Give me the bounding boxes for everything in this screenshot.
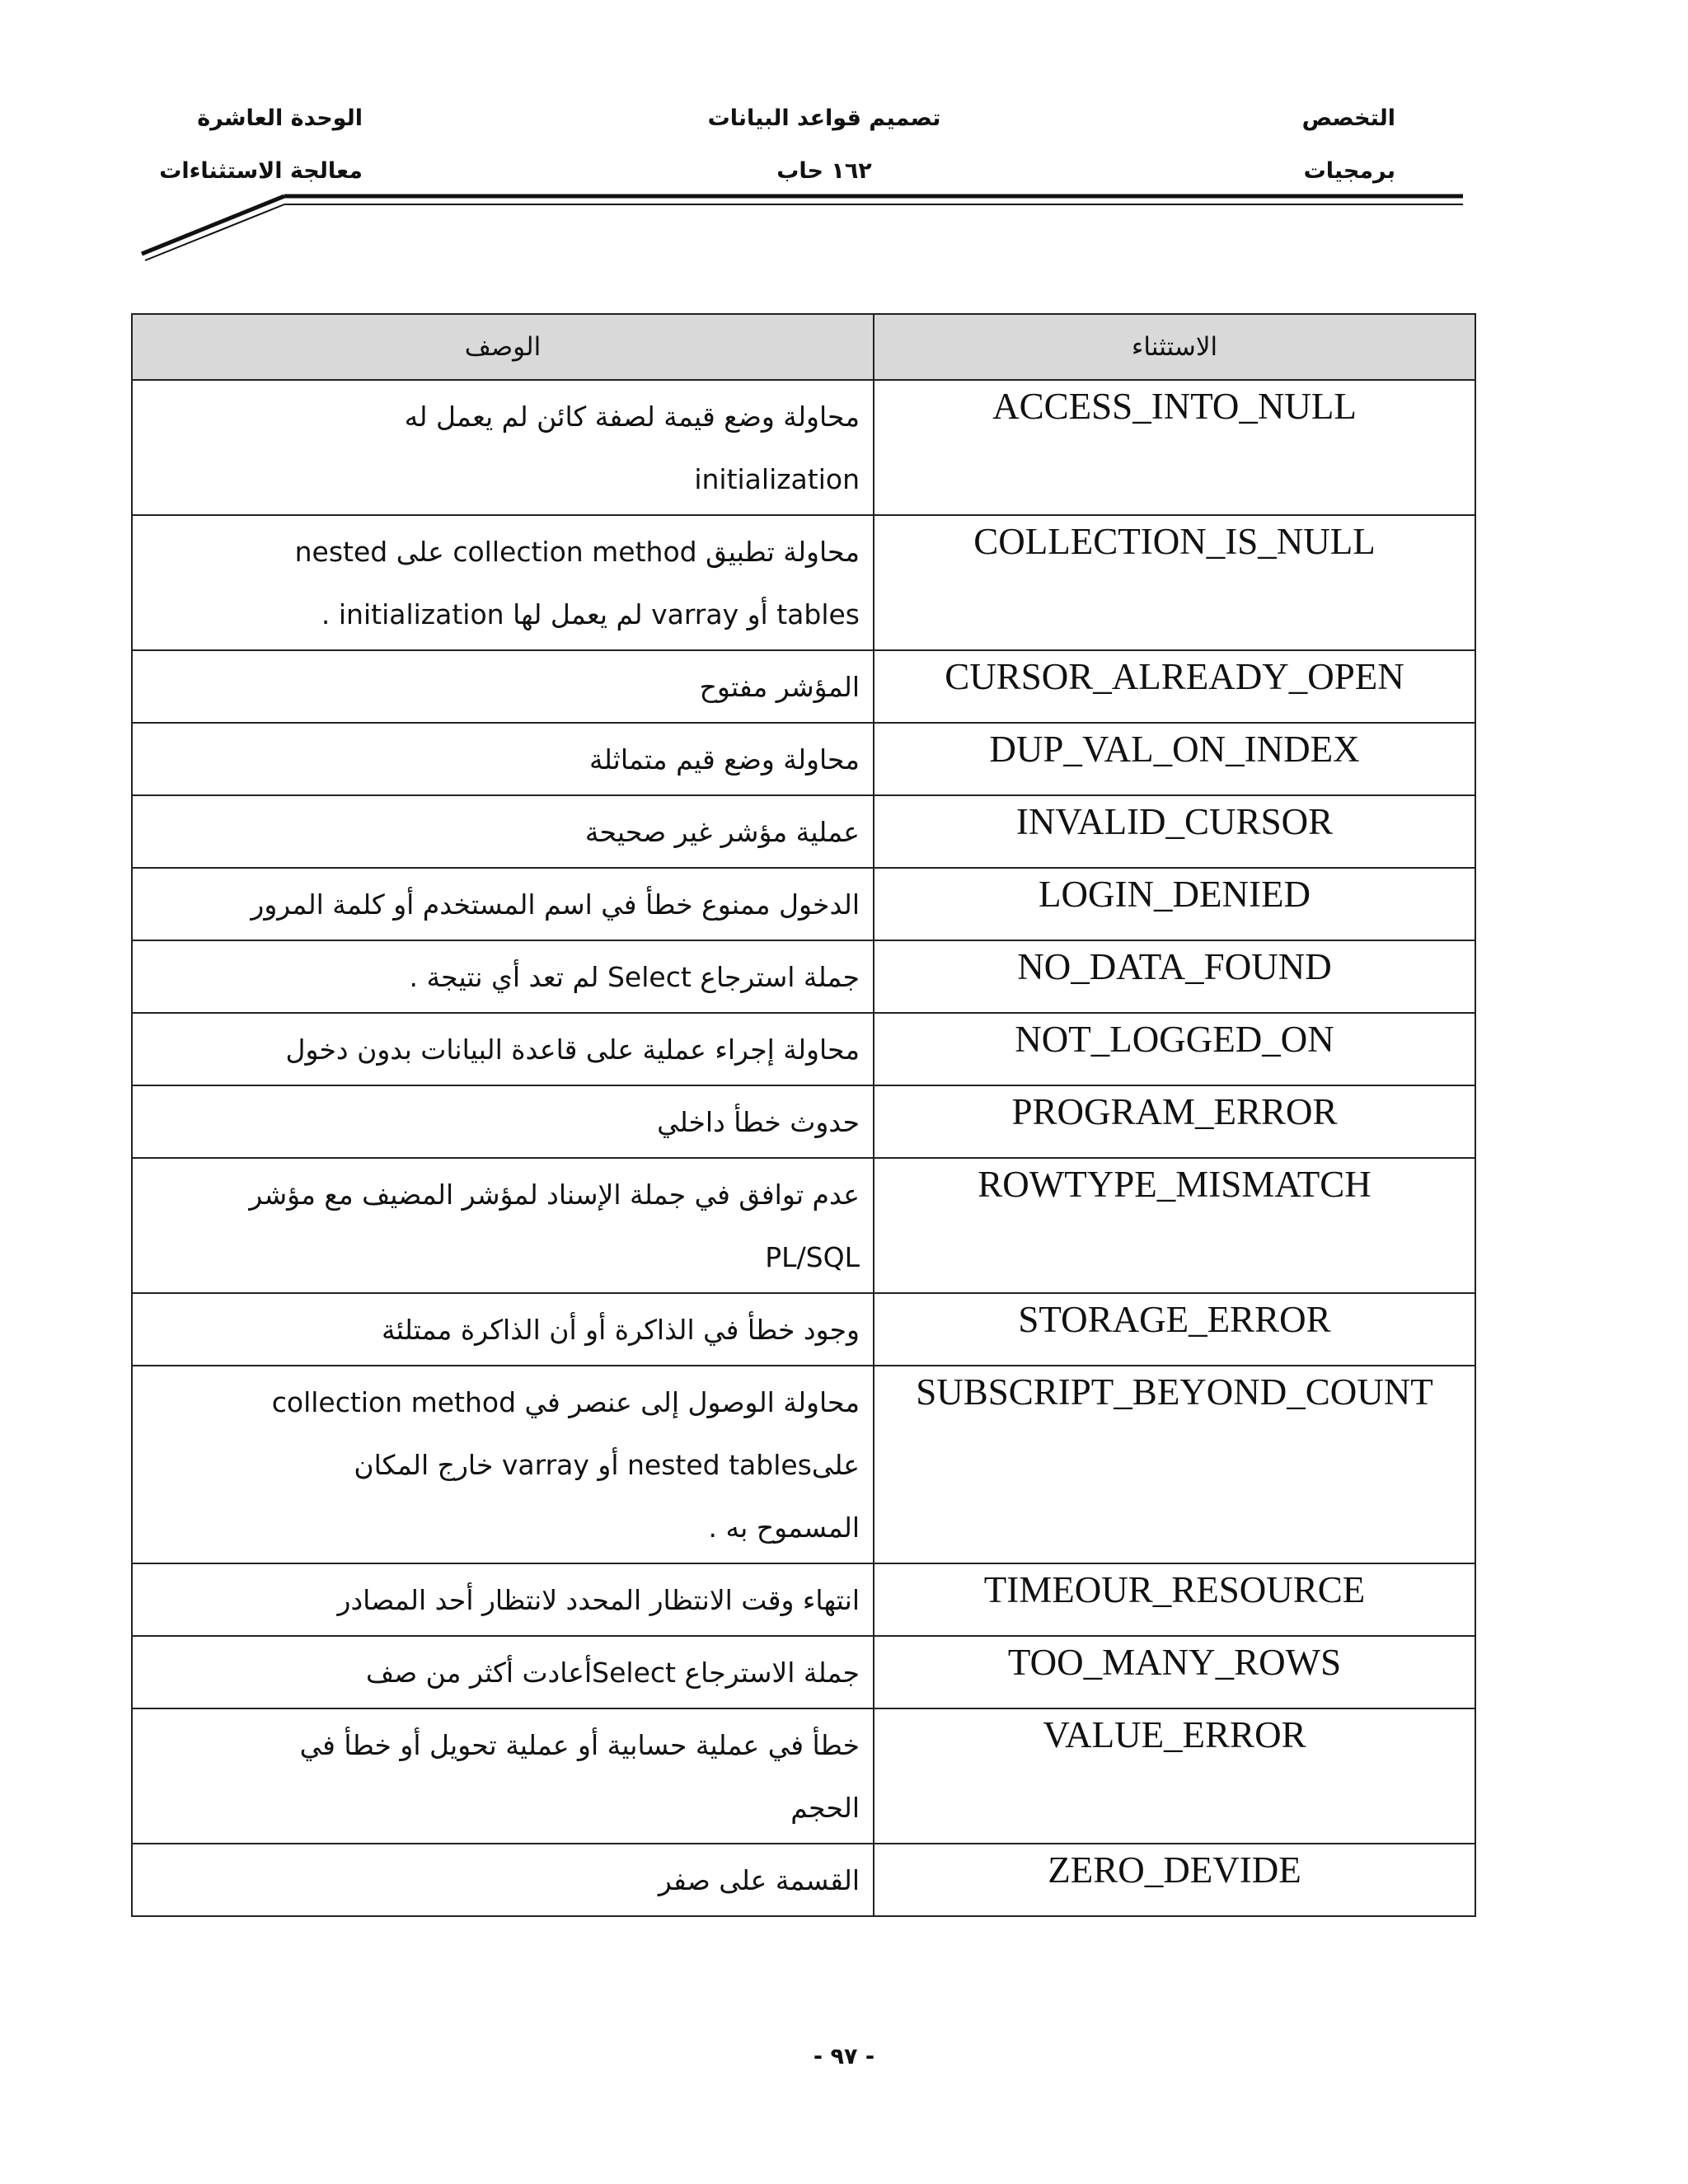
column-header-description: الوصف	[132, 314, 874, 380]
exception-description	[132, 795, 874, 868]
table-row	[132, 380, 1475, 515]
exception-name: ROWTYPE_MISMATCH	[874, 1158, 1475, 1293]
table-row	[132, 1366, 1475, 1563]
exception-description	[132, 1636, 874, 1708]
exception-name: NOT_LOGGED_ON	[874, 1013, 1475, 1085]
exception-description	[132, 515, 874, 650]
exception-description	[132, 1366, 874, 1563]
table-row	[132, 1708, 1475, 1844]
table-row	[132, 795, 1475, 868]
exception-description	[132, 940, 874, 1013]
unit-title: معالجة الاستثناءات	[159, 158, 363, 184]
unit-label: الوحدة العاشرة	[197, 105, 363, 131]
exception-name: DUP_VAL_ON_INDEX	[874, 723, 1475, 795]
exception-name: PROGRAM_ERROR	[874, 1085, 1475, 1158]
table-row	[132, 1013, 1475, 1085]
table-row	[132, 1158, 1475, 1293]
table-row	[132, 940, 1475, 1013]
header-rule	[0, 0, 1688, 280]
exception-name: TOO_MANY_ROWS	[874, 1636, 1475, 1708]
exception-description	[132, 723, 874, 795]
table-row	[132, 1636, 1475, 1708]
exception-name: ACCESS_INTO_NULL	[874, 380, 1475, 515]
exception-description	[132, 1013, 874, 1085]
table-row	[132, 1085, 1475, 1158]
description-line: وجود خطأ في الذاكرة أو أن الذاكرة ممتلئة	[382, 1314, 860, 1346]
exception-description	[132, 1085, 874, 1158]
description-line: محاولة وضع قيمة لصفة كائن لم يعمل له	[404, 401, 860, 433]
table-row	[132, 1563, 1475, 1636]
page-number: - ٩٧ -	[813, 2044, 875, 2069]
exception-description	[132, 1563, 874, 1636]
exception-name: COLLECTION_IS_NULL	[874, 515, 1475, 650]
table-row	[132, 515, 1475, 650]
table-row	[132, 1293, 1475, 1366]
description-line: initialization	[694, 463, 860, 495]
description-line: محاولة الوصول إلى عنصر في collection method	[271, 1386, 860, 1418]
table-header-row	[132, 314, 1475, 380]
description-line: الدخول ممنوع خطأ في اسم المستخدم أو كلمة المرور	[251, 888, 860, 921]
description-line: المؤشر مفتوح	[699, 671, 860, 703]
exception-name: SUBSCRIPT_BEYOND_COUNT	[874, 1366, 1475, 1563]
specialty-label: التخصص	[1301, 105, 1395, 131]
course-title: تصميم قواعد البيانات	[707, 105, 941, 131]
exception-name: INVALID_CURSOR	[874, 795, 1475, 868]
exception-name: LOGIN_DENIED	[874, 868, 1475, 940]
specialty-value: برمجيات	[1303, 158, 1395, 184]
exception-description	[132, 1158, 874, 1293]
description-line: جملة استرجاع Select لم تعد أي نتيجة .	[409, 961, 860, 993]
exception-name: NO_DATA_FOUND	[874, 940, 1475, 1013]
description-line: عدم توافق في جملة الإسناد لمؤشر المضيف مع مؤشر	[249, 1179, 860, 1211]
exception-description	[132, 868, 874, 940]
exception-description	[132, 380, 874, 515]
description-line: عملية مؤشر غير صحيحة	[584, 816, 860, 848]
description-line: علىnested tables أو varray خارج المكان	[354, 1449, 860, 1481]
course-code: ١٦٢ حاب	[776, 158, 872, 184]
description-line: خطأ في عملية حسابية أو عملية تحويل أو خطأ في	[299, 1729, 860, 1761]
description-line: حدوث خطأ داخلي	[657, 1106, 860, 1138]
exception-description	[132, 650, 874, 723]
description-line: المسموح به .	[708, 1511, 860, 1544]
exception-description	[132, 1844, 874, 1916]
exception-name: TIMEOUR_RESOURCE	[874, 1563, 1475, 1636]
exception-name: ZERO_DEVIDE	[874, 1844, 1475, 1916]
exception-name: STORAGE_ERROR	[874, 1293, 1475, 1366]
description-line: القسمة على صفر	[658, 1864, 860, 1896]
description-line: جملة الاسترجاع Selectأعادت أكثر من صف	[365, 1657, 860, 1689]
exception-name: VALUE_ERROR	[874, 1708, 1475, 1844]
description-line: الحجم	[790, 1792, 860, 1824]
exception-description	[132, 1708, 874, 1844]
table-row	[132, 650, 1475, 723]
description-line: انتهاء وقت الانتظار المحدد لانتظار أحد المصادر	[337, 1584, 860, 1616]
description-line: PL/SQL	[765, 1241, 860, 1273]
description-line: محاولة تطبيق collection method على nested	[294, 536, 860, 568]
description-line: tables أو varray لم يعمل لها initialization .	[321, 598, 860, 630]
exceptions-table	[131, 313, 1476, 1917]
description-line: محاولة إجراء عملية على قاعدة البيانات بدون دخول	[285, 1033, 860, 1066]
table-row	[132, 1844, 1475, 1916]
table-row	[132, 868, 1475, 940]
description-line: محاولة وضع قيم متماثلة	[589, 743, 860, 776]
exception-name: CURSOR_ALREADY_OPEN	[874, 650, 1475, 723]
exception-description	[132, 1293, 874, 1366]
column-header-exception: الاستثناء	[874, 314, 1475, 380]
table-row	[132, 723, 1475, 795]
